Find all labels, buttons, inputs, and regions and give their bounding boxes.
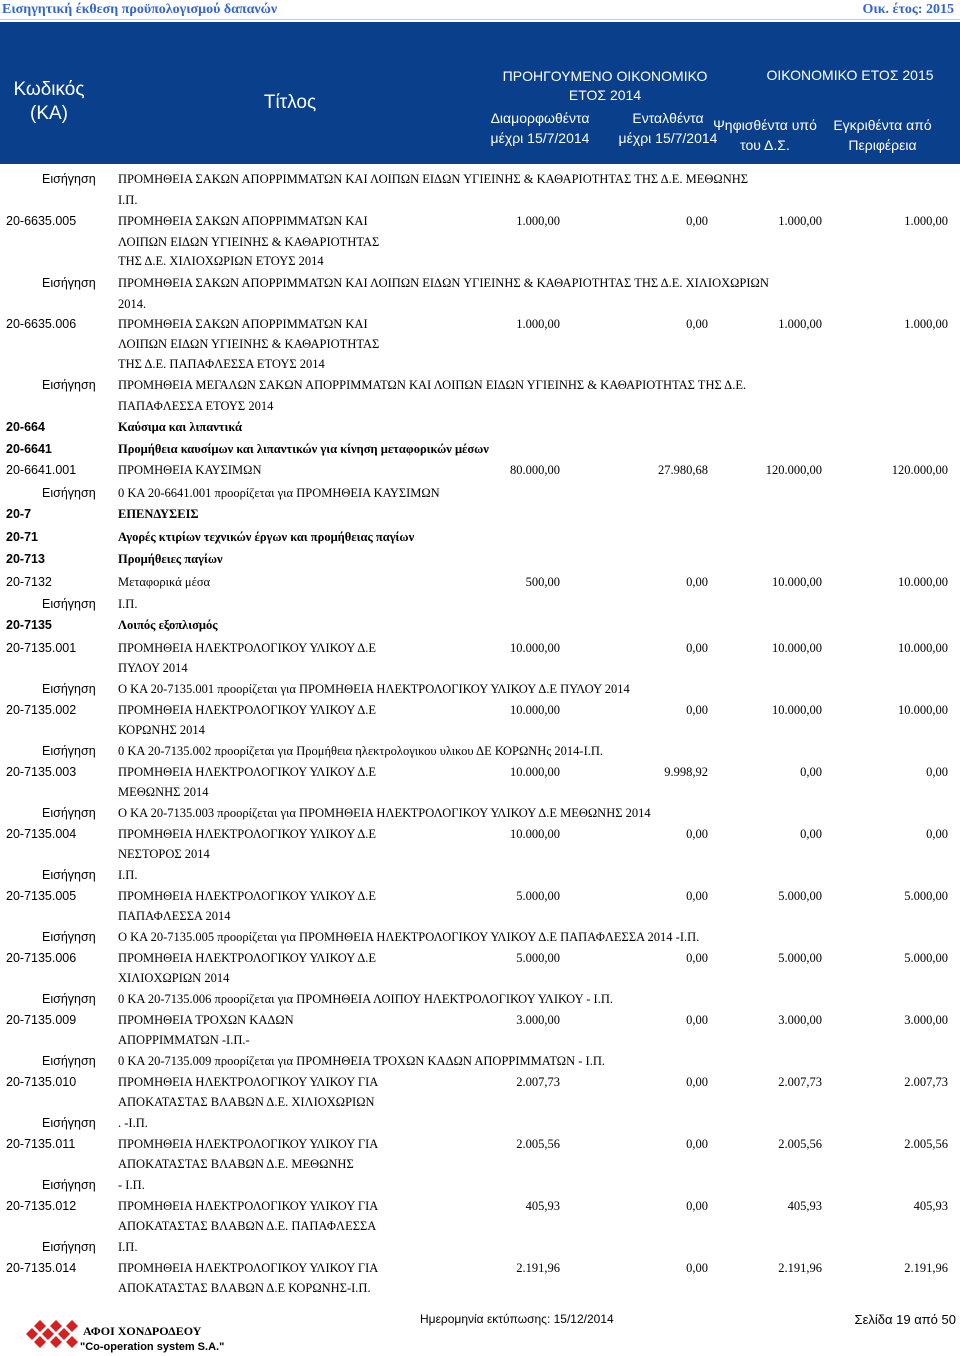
voted-amount: 2.007,73: [778, 1075, 822, 1089]
voted-amount: 10.000,00: [772, 641, 822, 655]
voted-amount: 2.191,96: [778, 1261, 822, 1275]
category-code: 20-664: [6, 420, 45, 434]
recommendation-label: Εισήγηση: [42, 1178, 96, 1192]
header-title: Τίτλος: [263, 92, 317, 113]
approved-amount: 5.000,00: [904, 951, 948, 965]
approved-amount: 10.000,00: [898, 641, 948, 655]
recommendation-label: Εισήγηση: [42, 744, 96, 758]
account-title: ΠΡΟΜΗΘΕΙΑ ΗΛΕΚΤΡΟΛΟΓΙΚΟΥ ΥΛΙΚΟΥ Δ.Ε: [118, 827, 376, 841]
header-prev-line2: ΕΤΟΣ 2014: [568, 87, 642, 103]
header-modified: [470, 108, 610, 148]
recommendation-text: Ο ΚΑ 20-7135.005 προορίζεται για ΠΡΟΜΗΘΕΙΑ ΗΛΕΚΤΡΟΛΟΓΙΚΟΥ ΥΛΙΚΟΥ Δ.Ε ΠΑΠΑΦΛΕΣΣΑ 2014 -Ι.Π.: [118, 930, 700, 944]
ordered-amount: 0,00: [686, 317, 708, 331]
recommendation-text: Ι.Π.: [118, 597, 138, 611]
modified-amount: 1.000,00: [516, 214, 560, 228]
account-title: ΠΡΟΜΗΘΕΙΑ ΗΛΕΚΤΡΟΛΟΓΙΚΟΥ ΥΛΙΚΟΥ ΓΙΑ: [118, 1075, 379, 1089]
ordered-amount: 0,00: [686, 575, 708, 589]
header-approved-line1: Εγκριθέντα από: [833, 117, 932, 133]
account-code: 20-7135.003: [6, 765, 77, 779]
account-code: 20-7135.011: [6, 1137, 76, 1151]
recommendation-text: Ι.Π.: [118, 1240, 138, 1254]
account-title: ΠΡΟΜΗΘΕΙΑ ΗΛΕΚΤΡΟΛΟΓΙΚΟΥ ΥΛΙΚΟΥ ΓΙΑ: [118, 1261, 379, 1275]
title-continuation: ΧΙΛΙΟΧΩΡΙΩΝ 2014: [118, 971, 230, 985]
ordered-amount: 0,00: [686, 1199, 708, 1213]
report-title-bar: [0, 0, 960, 20]
ordered-amount: 0,00: [686, 827, 708, 841]
recommendation-text: Ο ΚΑ 20-7135.001 προορίζεται για ΠΡΟΜΗΘΕΙΑ ΗΛΕΚΤΡΟΛΟΓΙΚΟΥ ΥΛΙΚΟΥ Δ.Ε ΠΥΛΟΥ 2014: [118, 682, 630, 696]
category-title: Προμήθεια καυσίμων και λιπαντικών για κίνηση μεταφορικών μέσων: [118, 442, 489, 456]
header-code: [8, 78, 90, 126]
ordered-amount: 0,00: [686, 1075, 708, 1089]
recommendation-label: Εισήγηση: [42, 1054, 96, 1068]
title-continuation: ΑΠΟΡΡΙΜΜΑΤΩΝ -Ι.Π.-: [118, 1033, 250, 1047]
account-code: 20-7132: [6, 575, 52, 589]
title-continuation: Ι.Π.: [118, 193, 138, 207]
header-ordered-line1: Ενταλθέντα: [632, 110, 704, 126]
category-title: Αγορές κτιρίων τεχνικών έργων και προμήθειας παγίων: [118, 530, 415, 544]
fiscal-year: Οικ. έτος: 2015: [862, 2, 954, 17]
voted-amount: 120.000,00: [765, 463, 822, 477]
approved-amount: 3.000,00: [904, 1013, 948, 1027]
approved-amount: 1.000,00: [904, 317, 948, 331]
recommendation-text: ΠΡΟΜΗΘΕΙΑ ΣΑΚΩΝ ΑΠΟΡΡΙΜΜΑΤΩΝ ΚΑΙ ΛΟΙΠΩΝ ΕΙΔΩΝ ΥΓΙΕΙΝΗΣ & ΚΑΘΑΡΙΟΤΗΤΑΣ ΤΗΣ Δ.Ε. ΧΙΛΙΟΧΩΡΙΩΝ: [118, 276, 769, 290]
voted-amount: 0,00: [800, 765, 822, 779]
recommendation-label: Εισήγηση: [42, 806, 96, 820]
account-title: ΠΡΟΜΗΘΕΙΑ ΗΛΕΚΤΡΟΛΟΓΙΚΟΥ ΥΛΙΚΟΥ Δ.Ε: [118, 765, 376, 779]
header-prev-year: [470, 67, 740, 105]
recommendation-text: Ι.Π.: [118, 868, 138, 882]
header-ordered-line2: μέχρι 15/7/2014: [618, 130, 718, 146]
modified-amount: 405,93: [525, 1199, 560, 1213]
company-system: "Co-operation system S.A.": [80, 1341, 225, 1353]
title-continuation: ΤΗΣ Δ.Ε. ΠΑΠΑΦΛΕΣΣΑ ΕΤΟΥΣ 2014: [118, 357, 325, 371]
title-continuation: ΛΟΙΠΩΝ ΕΙΔΩΝ ΥΓΙΕΙΝΗΣ & ΚΑΘΑΡΙΟΤΗΤΑΣ: [118, 235, 380, 249]
category-code: 20-7: [6, 507, 32, 521]
voted-amount: 2.005,56: [778, 1137, 822, 1151]
voted-amount: 10.000,00: [772, 575, 822, 589]
voted-amount: 5.000,00: [778, 889, 822, 903]
modified-amount: 2.007,73: [516, 1075, 560, 1089]
account-code: 20-7135.004: [6, 827, 77, 841]
modified-amount: 3.000,00: [516, 1013, 560, 1027]
account-title: ΠΡΟΜΗΘΕΙΑ ΗΛΕΚΤΡΟΛΟΓΙΚΟΥ ΥΛΙΚΟΥ Δ.Ε: [118, 641, 376, 655]
voted-amount: 10.000,00: [772, 703, 822, 717]
category-title: Καύσιμα και λιπαντικά: [118, 420, 242, 434]
ordered-amount: 27.980,68: [658, 463, 708, 477]
account-title: ΠΡΟΜΗΘΕΙΑ ΣΑΚΩΝ ΑΠΟΡΡΙΜΜΑΤΩΝ ΚΑΙ: [118, 317, 368, 331]
recommendation-label: Εισήγηση: [42, 597, 96, 611]
approved-amount: 10.000,00: [898, 575, 948, 589]
recommendation-text: 0 ΚΑ 20-7135.006 προορίζεται για ΠΡΟΜΗΘΕΙΑ ΛΟΙΠΟΥ ΗΛΕΚΤΡΟΛΟΓΙΚΟΥ ΥΛΙΚΟΥ - Ι.Π.: [118, 992, 614, 1006]
modified-amount: 1.000,00: [516, 317, 560, 331]
recommendation-label: Εισήγηση: [42, 276, 96, 290]
voted-amount: 5.000,00: [778, 951, 822, 965]
account-code: 20-7135.012: [6, 1199, 77, 1213]
title-continuation: 2014.: [118, 297, 147, 311]
modified-amount: 10.000,00: [510, 703, 560, 717]
category-title: Προμήθειες παγίων: [118, 552, 223, 566]
company-logo-icon: [20, 1316, 86, 1354]
account-code: 20-7135.001: [6, 641, 77, 655]
voted-amount: 1.000,00: [778, 317, 822, 331]
header-modified-line2: μέχρι 15/7/2014: [490, 130, 590, 146]
category-code: 20-713: [6, 552, 45, 566]
header-current-year: ΟΙΚΟΝΟΜΙΚΟ ΕΤΟΣ 2015: [766, 67, 934, 83]
header-approved-line2: Περιφέρεια: [848, 137, 917, 153]
account-code: 20-7135.014: [6, 1261, 77, 1275]
modified-amount: 80.000,00: [510, 463, 560, 477]
modified-amount: 2.191,96: [516, 1261, 560, 1275]
report-title: Εισηγητική έκθεση προϋπολογισμού δαπανών: [2, 2, 278, 17]
title-continuation: ΠΑΠΑΦΛΕΣΣΑ 2014: [118, 909, 231, 923]
approved-amount: 120.000,00: [891, 463, 948, 477]
recommendation-text: 0 ΚΑ 20-6641.001 προορίζεται για ΠΡΟΜΗΘΕΙΑ ΚΑΥΣΙΜΩΝ: [118, 486, 440, 500]
account-code: 20-7135.002: [6, 703, 77, 717]
ordered-amount: 0,00: [686, 1261, 708, 1275]
page-number: Σελίδα 19 από 50: [854, 1312, 956, 1327]
voted-amount: 0,00: [800, 827, 822, 841]
recommendation-label: Εισήγηση: [42, 930, 96, 944]
account-code: 20-7135.009: [6, 1013, 77, 1027]
title-continuation: ΑΠΟΚΑΤΑΣΤΑΣ ΒΛΑΒΩΝ Δ.Ε. ΧΙΛΙΟΧΩΡΙΩΝ: [118, 1095, 375, 1109]
recommendation-label: Εισήγηση: [42, 1116, 96, 1130]
title-continuation: ΑΠΟΚΑΤΑΣΤΑΣ ΒΛΑΒΩΝ Δ.Ε. ΠΑΠΑΦΛΕΣΣΑ: [118, 1219, 377, 1233]
modified-amount: 500,00: [525, 575, 560, 589]
approved-amount: 2.007,73: [904, 1075, 948, 1089]
title-continuation: ΠΥΛΟΥ 2014: [118, 661, 188, 675]
header-voted-line1: Ψηφισθέντα υπό: [713, 117, 817, 133]
ordered-amount: 0,00: [686, 1013, 708, 1027]
ordered-amount: 0,00: [686, 889, 708, 903]
ordered-amount: 0,00: [686, 214, 708, 228]
account-code: 20-6635.006: [6, 317, 77, 331]
recommendation-text: . -Ι.Π.: [118, 1116, 148, 1130]
voted-amount: 1.000,00: [778, 214, 822, 228]
category-code: 20-7135: [6, 618, 52, 632]
category-title: ΕΠΕΝΔΥΣΕΙΣ: [118, 507, 199, 521]
approved-amount: 10.000,00: [898, 703, 948, 717]
recommendation-label: Εισήγηση: [42, 682, 96, 696]
account-code: 20-7135.006: [6, 951, 77, 965]
header-approved: [810, 115, 955, 155]
approved-amount: 1.000,00: [904, 214, 948, 228]
category-code: 20-6641: [6, 442, 52, 456]
recommendation-text: 0 ΚΑ 20-7135.009 προορίζεται για ΠΡΟΜΗΘΕΙΑ ΤΡΟΧΩΝ ΚΑΔΩΝ ΑΠΟΡΡΙΜΜΑΤΩΝ - Ι.Π.: [118, 1054, 605, 1068]
recommendation-label: Εισήγηση: [42, 868, 96, 882]
ordered-amount: 0,00: [686, 951, 708, 965]
header-code-line2: (ΚΑ): [30, 103, 68, 124]
company-name: ΑΦΟΙ ΧΟΝΔΡΟΔΕΟΥ: [83, 1324, 202, 1338]
account-title: ΠΡΟΜΗΘΕΙΑ ΗΛΕΚΤΡΟΛΟΓΙΚΟΥ ΥΛΙΚΟΥ Δ.Ε: [118, 703, 376, 717]
recommendation-text: ΠΡΟΜΗΘΕΙΑ ΣΑΚΩΝ ΑΠΟΡΡΙΜΜΑΤΩΝ ΚΑΙ ΛΟΙΠΩΝ ΕΙΔΩΝ ΥΓΙΕΙΝΗΣ & ΚΑΘΑΡΙΟΤΗΤΑΣ ΤΗΣ Δ.Ε. ΜΕΘΩΝΗΣ: [118, 172, 749, 186]
title-continuation: ΝΕΣΤΟΡΟΣ 2014: [118, 847, 210, 861]
ordered-amount: 0,00: [686, 641, 708, 655]
account-code: 20-6635.005: [6, 214, 77, 228]
header-voted-line2: του Δ.Σ.: [740, 137, 790, 153]
account-title: ΠΡΟΜΗΘΕΙΑ ΗΛΕΚΤΡΟΛΟΓΙΚΟΥ ΥΛΙΚΟΥ Δ.Ε: [118, 889, 376, 903]
category-code: 20-71: [6, 530, 38, 544]
account-title: ΠΡΟΜΗΘΕΙΑ ΗΛΕΚΤΡΟΛΟΓΙΚΟΥ ΥΛΙΚΟΥ ΓΙΑ: [118, 1137, 379, 1151]
table-header: [0, 22, 960, 164]
recommendation-label: Εισήγηση: [42, 172, 96, 186]
modified-amount: 10.000,00: [510, 827, 560, 841]
approved-amount: 0,00: [926, 765, 948, 779]
account-code: 20-6641.001: [6, 463, 77, 477]
account-code: 20-7135.010: [6, 1075, 77, 1089]
account-title: ΠΡΟΜΗΘΕΙΑ ΤΡΟΧΩΝ ΚΑΔΩΝ: [118, 1013, 294, 1027]
recommendation-label: Εισήγηση: [42, 992, 96, 1006]
title-continuation: ΑΠΟΚΑΤΑΣΤΑΣ ΒΛΑΒΩΝ Δ.Ε ΚΟΡΩΝΗΣ-Ι.Π.: [118, 1281, 371, 1295]
account-title: ΠΡΟΜΗΘΕΙΑ ΣΑΚΩΝ ΑΠΟΡΡΙΜΜΑΤΩΝ ΚΑΙ: [118, 214, 368, 228]
account-title: ΠΡΟΜΗΘΕΙΑ ΗΛΕΚΤΡΟΛΟΓΙΚΟΥ ΥΛΙΚΟΥ Δ.Ε: [118, 951, 376, 965]
title-continuation: ΚΟΡΩΝΗΣ 2014: [118, 723, 205, 737]
approved-amount: 5.000,00: [904, 889, 948, 903]
title-continuation: ΑΠΟΚΑΤΑΣΤΑΣ ΒΛΑΒΩΝ Δ.Ε. ΜΕΘΩΝΗΣ: [118, 1157, 354, 1171]
account-title: ΠΡΟΜΗΘΕΙΑ ΗΛΕΚΤΡΟΛΟΓΙΚΟΥ ΥΛΙΚΟΥ ΓΙΑ: [118, 1199, 379, 1213]
header-prev-line1: ΠΡΟΗΓΟΥΜΕΝΟ ΟΙΚΟΝΟΜΙΚΟ: [502, 68, 708, 84]
recommendation-label: Εισήγηση: [42, 1240, 96, 1254]
approved-amount: 2.191,96: [904, 1261, 948, 1275]
modified-amount: 5.000,00: [516, 889, 560, 903]
header-code-line1: Κωδικός: [13, 79, 85, 100]
title-continuation: ΠΑΠΑΦΛΕΣΣΑ ΕΤΟΥΣ 2014: [118, 399, 274, 413]
account-code: 20-7135.005: [6, 889, 77, 903]
modified-amount: 5.000,00: [516, 951, 560, 965]
header-modified-line1: Διαμορφωθέντα: [490, 110, 590, 126]
modified-amount: 10.000,00: [510, 641, 560, 655]
recommendation-text: Ο ΚΑ 20-7135.003 προορίζεται για ΠΡΟΜΗΘΕΙΑ ΗΛΕΚΤΡΟΛΟΓΙΚΟΥ ΥΛΙΚΟΥ Δ.Ε ΜΕΘΩΝΗΣ 2014: [118, 806, 651, 820]
ordered-amount: 0,00: [686, 1137, 708, 1151]
print-date: Ημερομηνία εκτύπωσης: 15/12/2014: [420, 1312, 614, 1326]
recommendation-label: Εισήγηση: [42, 486, 96, 500]
approved-amount: 2.005,56: [904, 1137, 948, 1151]
modified-amount: 10.000,00: [510, 765, 560, 779]
category-title: Λοιπός εξοπλισμός: [118, 618, 218, 632]
modified-amount: 2.005,56: [516, 1137, 560, 1151]
voted-amount: 3.000,00: [778, 1013, 822, 1027]
recommendation-label: Εισήγηση: [42, 378, 96, 392]
title-continuation: ΛΟΙΠΩΝ ΕΙΔΩΝ ΥΓΙΕΙΝΗΣ & ΚΑΘΑΡΙΟΤΗΤΑΣ: [118, 337, 380, 351]
approved-amount: 405,93: [913, 1199, 948, 1213]
ordered-amount: 0,00: [686, 703, 708, 717]
recommendation-text: - Ι.Π.: [118, 1178, 145, 1192]
ordered-amount: 9.998,92: [664, 765, 708, 779]
voted-amount: 405,93: [787, 1199, 822, 1213]
recommendation-text: ΠΡΟΜΗΘΕΙΑ ΜΕΓΑΛΩΝ ΣΑΚΩΝ ΑΠΟΡΡΙΜΜΑΤΩΝ ΚΑΙ ΛΟΙΠΩΝ ΕΙΔΩΝ ΥΓΙΕΙΝΗΣ & ΚΑΘΑΡΙΟΤΗΤΑΣ ΤΗΣ Δ.Ε.: [118, 378, 747, 392]
recommendation-text: 0 ΚΑ 20-7135.002 προορίζεται για Προμήθεια ηλεκτρολογικου υλικου ΔΕ ΚΟΡΩΝΗς 2014-Ι.Π.: [118, 744, 604, 758]
account-title: ΠΡΟΜΗΘΕΙΑ ΚΑΥΣΙΜΩΝ: [118, 463, 262, 477]
approved-amount: 0,00: [926, 827, 948, 841]
account-title: Μεταφορικά μέσα: [118, 575, 211, 589]
title-continuation: ΤΗΣ Δ.Ε. ΧΙΛΙΟΧΩΡΙΩΝ ΕΤΟΥΣ 2014: [118, 254, 324, 268]
title-continuation: ΜΕΘΩΝΗΣ 2014: [118, 785, 209, 799]
